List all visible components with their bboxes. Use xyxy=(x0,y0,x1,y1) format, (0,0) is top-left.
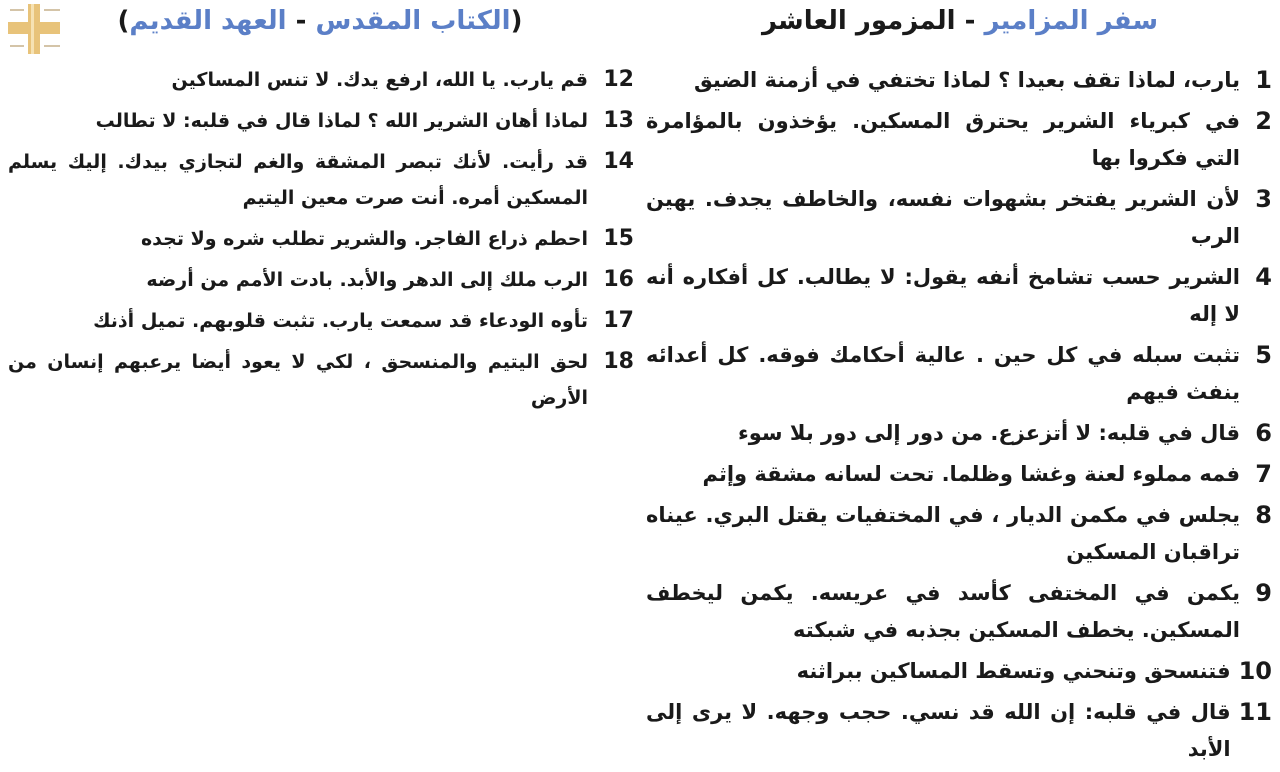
verse-row xyxy=(646,337,1272,411)
verse-number: 13 xyxy=(603,108,634,133)
verse-text: قال في قلبه: لا أتزعزع. من دور إلى دور بلا سوء xyxy=(738,421,1240,445)
verse-text: فمه مملوء لعنة وغشا وظلما. تحت لسانه مشقة وإثم xyxy=(702,462,1240,486)
header-bible-label: الكتاب المقدس xyxy=(315,6,511,36)
verse-row xyxy=(646,103,1272,177)
verse-number: 10 xyxy=(1238,657,1272,685)
verse-text: تأوه الودعاء قد سمعت يارب. تثبت قلوبهم. تميل أذنك xyxy=(93,310,588,332)
verse-row xyxy=(646,259,1272,333)
verse-row xyxy=(8,103,634,139)
header-left-separator: - xyxy=(286,6,316,36)
header-book-title: سفر المزامير xyxy=(984,6,1159,36)
verse-number: 11 xyxy=(1238,698,1272,726)
verse-row xyxy=(646,456,1272,493)
verse-number: 7 xyxy=(1255,460,1272,488)
verse-row xyxy=(646,62,1272,99)
verse-text: قم يارب. يا الله، ارفع يدك. لا تنس المساكين xyxy=(171,69,588,91)
verse-number: 4 xyxy=(1255,263,1272,291)
header-close-paren: ) xyxy=(117,6,130,36)
verse-number: 16 xyxy=(603,267,634,292)
verse-row xyxy=(646,415,1272,452)
verse-text: في كبرياء الشرير يحترق المسكين. يؤخذون بالمؤامرة التي فكروا بها xyxy=(646,109,1240,170)
verse-text: يجلس في مكمن الديار ، في المختفيات يقتل البري. عيناه تراقبان المسكين xyxy=(646,503,1240,564)
verse-number: 2 xyxy=(1255,107,1272,135)
verse-row xyxy=(646,575,1272,649)
header-open-paren: ( xyxy=(510,6,523,36)
verse-row xyxy=(8,221,634,257)
verse-number: 12 xyxy=(603,67,634,92)
verse-text: يكمن في المختفى كأسد في عريسه. يكمن ليخطف المسكين. يخطف المسكين بجذبه في شبكته xyxy=(646,581,1240,642)
verse-number: 17 xyxy=(603,308,634,333)
verse-number: 15 xyxy=(603,226,634,251)
verse-row xyxy=(646,653,1272,690)
verse-number: 8 xyxy=(1255,501,1272,529)
verse-row xyxy=(8,262,634,298)
verse-number: 14 xyxy=(603,149,634,174)
bible-title-header xyxy=(0,6,640,46)
verse-number: 3 xyxy=(1255,185,1272,213)
verse-row xyxy=(646,181,1272,255)
verse-row xyxy=(8,62,634,98)
verse-number: 5 xyxy=(1255,341,1272,369)
verse-text: قال في قلبه: إن الله قد نسي. حجب وجهه. لا يرى إلى الأبد xyxy=(646,700,1231,761)
verse-text: تثبت سبله في كل حين . عالية أحكامك فوقه. كل أعدائه ينفث فيهم xyxy=(646,343,1240,404)
verse-number: 18 xyxy=(603,349,634,374)
header-testament-label: العهد القديم xyxy=(129,6,287,36)
verse-text: احطم ذراع الفاجر. والشرير تطلب شره ولا تجده xyxy=(140,228,588,250)
verse-row xyxy=(8,144,634,216)
verse-text: الرب ملك إلى الدهر والأبد. بادت الأمم من أرضه xyxy=(146,269,588,291)
verse-text: يارب، لماذا تقف بعيدا ؟ لماذا تختفي في أزمنة الضيق xyxy=(693,68,1240,92)
verse-text: لماذا أهان الشرير الله ؟ لماذا قال في قلبه: لا تطالب xyxy=(95,110,588,132)
verse-row xyxy=(8,344,634,416)
verse-number: 1 xyxy=(1255,66,1272,94)
header-chapter-title: المزمور العاشر xyxy=(761,6,956,36)
verse-number: 9 xyxy=(1255,579,1272,607)
verses-column-right xyxy=(646,62,1272,772)
verse-text: الشرير حسب تشامخ أنفه يقول: لا يطالب. كل أفكاره أنه لا إله xyxy=(646,265,1240,326)
verse-text: فتنسحق وتنحني وتسقط المساكين ببراثنه xyxy=(796,659,1231,683)
verse-text: لأن الشرير يفتخر بشهوات نفسه، والخاطف يجدف. يهين الرب xyxy=(646,187,1240,248)
verse-row xyxy=(8,303,634,339)
psalm-title-header xyxy=(640,6,1280,46)
verse-text: قد رأيت. لأنك تبصر المشقة والغم لتجازي بيدك. إليك يسلم المسكين أمره. أنت صرت معين اليتيم xyxy=(8,151,588,209)
verse-text: لحق اليتيم والمنسحق ، لكي لا يعود أيضا يرعبهم إنسان من الأرض xyxy=(8,351,588,409)
verses-column-left xyxy=(8,62,634,421)
verse-row xyxy=(646,497,1272,571)
verse-row xyxy=(646,694,1272,768)
header-right-separator: - xyxy=(955,6,985,36)
verse-number: 6 xyxy=(1255,419,1272,447)
